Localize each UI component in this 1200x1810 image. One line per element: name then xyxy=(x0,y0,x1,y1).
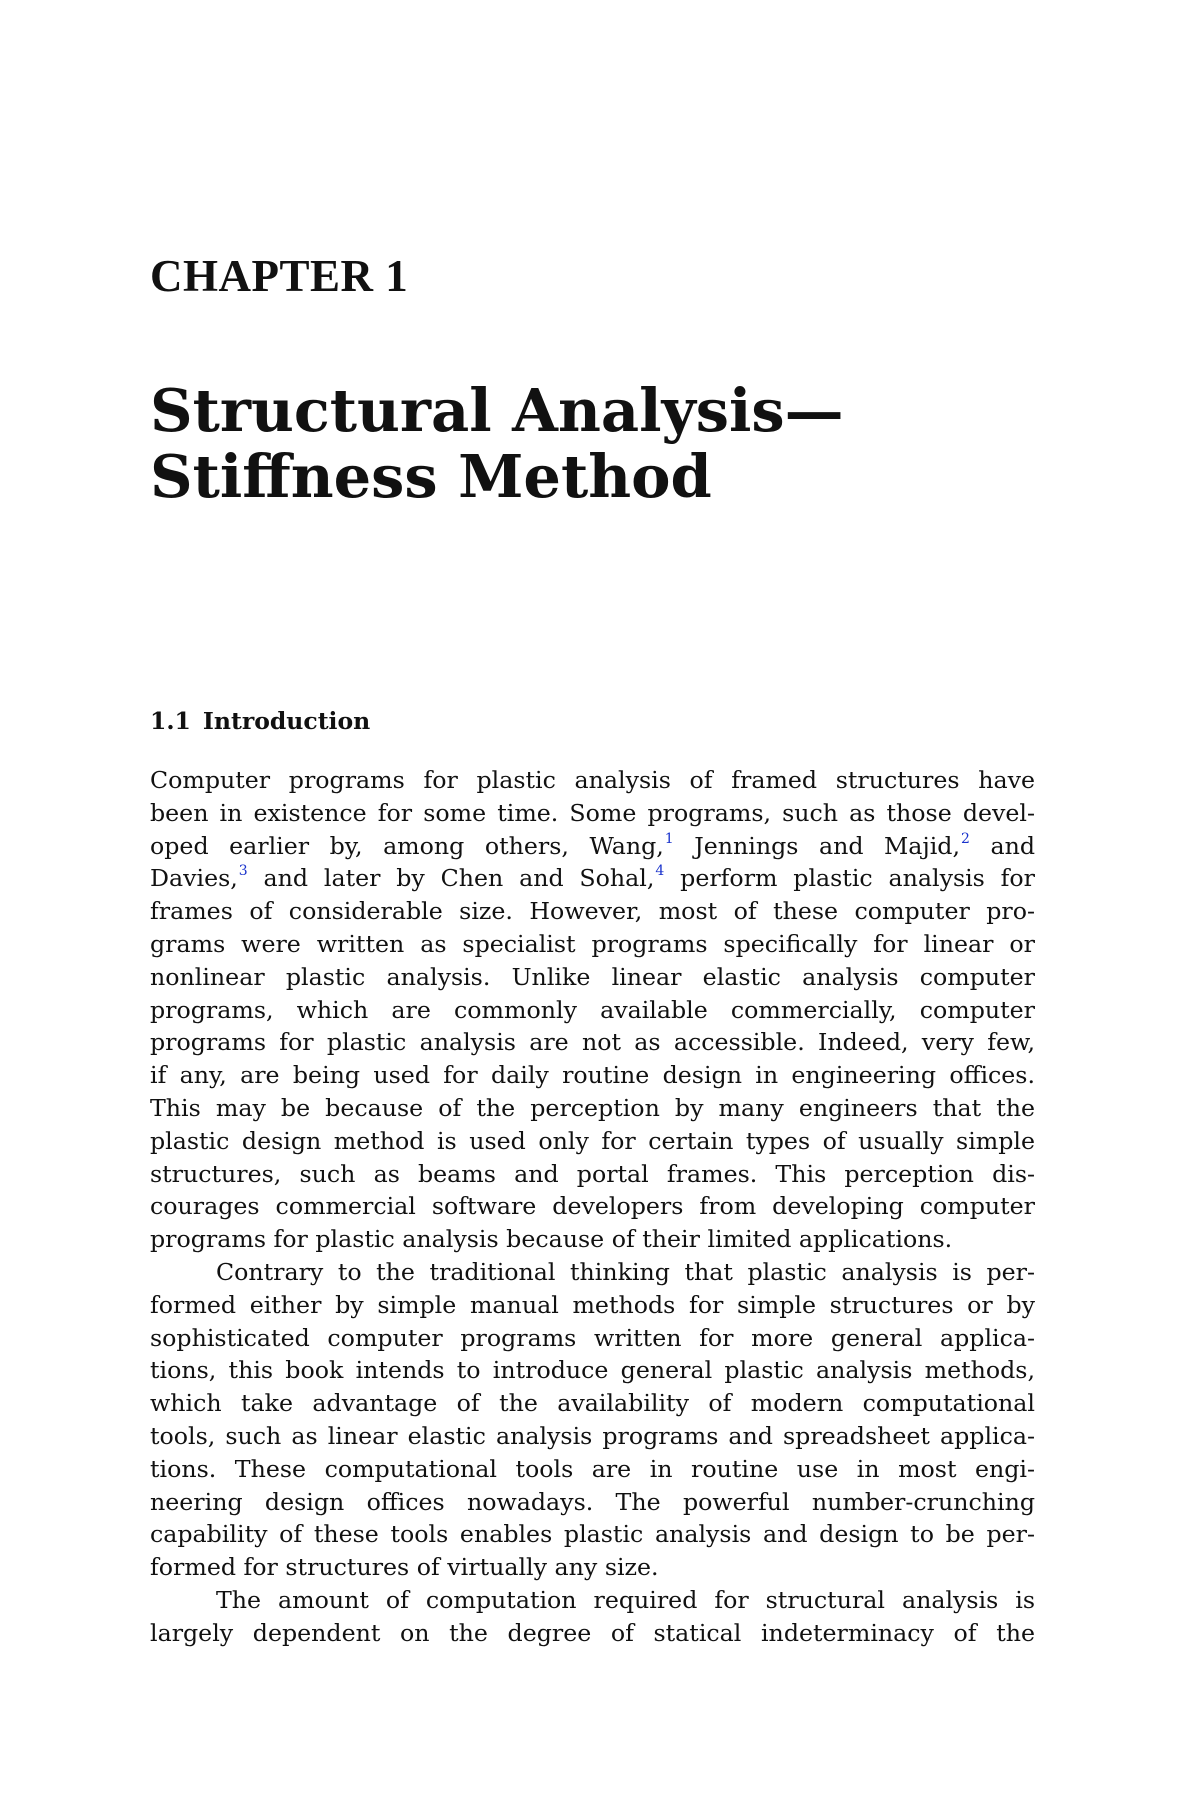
section-number: 1.1 xyxy=(150,707,191,735)
text-line xyxy=(150,830,1035,863)
reference-link-4[interactable]: 4 xyxy=(655,863,665,880)
text-line: neering design offices nowadays. The powerful number-crunching xyxy=(150,1487,1035,1516)
text-line: programs for plastic analysis are not as accessible. Indeed, very few, xyxy=(150,1028,1035,1057)
paragraph-1 xyxy=(150,764,1035,1256)
text-line: largely dependent on the degree of statical indeterminacy of the xyxy=(150,1618,1035,1647)
text-line: Computer programs for plastic analysis of framed structures have xyxy=(150,766,1035,794)
text-line: if any, are being used for daily routine design in engineering offices. xyxy=(150,1061,1035,1090)
text-line: tools, such as linear elastic analysis programs and spreadsheet applica- xyxy=(150,1421,1035,1450)
text-line: tions, this book intends to introduce general plastic analysis methods, xyxy=(150,1356,1035,1385)
text-line: courages commercial software developers from developing computer xyxy=(150,1192,1035,1221)
text-line: structures, such as beams and portal frames. This perception dis- xyxy=(150,1159,1035,1188)
text-line: capability of these tools enables plastic analysis and design to be per- xyxy=(150,1520,1035,1549)
paragraph-3 xyxy=(150,1584,1035,1650)
text-line: formed for structures of virtually any size. xyxy=(150,1553,659,1582)
text-line: programs for plastic analysis because of their limited applications. xyxy=(150,1225,953,1254)
text-segment: and later by Chen and Sohal, xyxy=(247,864,655,893)
section-heading xyxy=(150,707,370,735)
text-line: Contrary to the traditional thinking that plastic analysis is per- xyxy=(216,1257,1035,1286)
reference-link-2[interactable]: 2 xyxy=(961,830,970,847)
reference-link-1[interactable]: 1 xyxy=(664,830,674,847)
text-line: programs, which are commonly available commercially, computer xyxy=(150,995,1035,1024)
text-segment: Davies, xyxy=(150,864,238,893)
text-line: tions. These computational tools are in routine use in most engi- xyxy=(150,1454,1035,1483)
text-line: This may be because of the perception by many engineers that the xyxy=(150,1093,1035,1122)
text-line: The amount of computation required for structural analysis is xyxy=(216,1585,1035,1614)
text-line: grams were written as specialist programs specifically for linear or xyxy=(150,929,1035,958)
text-line: been in existence for some time. Some programs, such as those devel- xyxy=(150,798,1035,827)
paragraph-2 xyxy=(150,1256,1035,1584)
text-line xyxy=(150,862,1035,895)
chapter-title-line-1: Structural Analysis— xyxy=(150,376,844,445)
text-segment: oped earlier by, among others, Wang, xyxy=(150,831,664,860)
body-text xyxy=(150,764,1035,1650)
text-line: sophisticated computer programs written for more general applica- xyxy=(150,1323,1035,1352)
chapter-title xyxy=(150,378,844,510)
chapter-label: CHAPTER 1 xyxy=(150,251,409,301)
section-title: Introduction xyxy=(202,707,371,735)
text-line: which take advantage of the availability of modern computational xyxy=(150,1389,1035,1418)
text-segment: perform plastic analysis for xyxy=(664,864,1035,893)
text-line: frames of considerable size. However, most of these computer pro- xyxy=(150,897,1035,926)
text-line: plastic design method is used only for certain types of usually simple xyxy=(150,1126,1035,1155)
text-line: nonlinear plastic analysis. Unlike linear elastic analysis computer xyxy=(150,962,1035,991)
text-segment: and xyxy=(969,831,1035,860)
text-line: formed either by simple manual methods for simple structures or by xyxy=(150,1290,1035,1319)
reference-link-3[interactable]: 3 xyxy=(238,863,248,880)
chapter-title-line-2: Stiffness Method xyxy=(150,442,712,511)
text-segment: Jennings and Majid, xyxy=(673,831,960,860)
